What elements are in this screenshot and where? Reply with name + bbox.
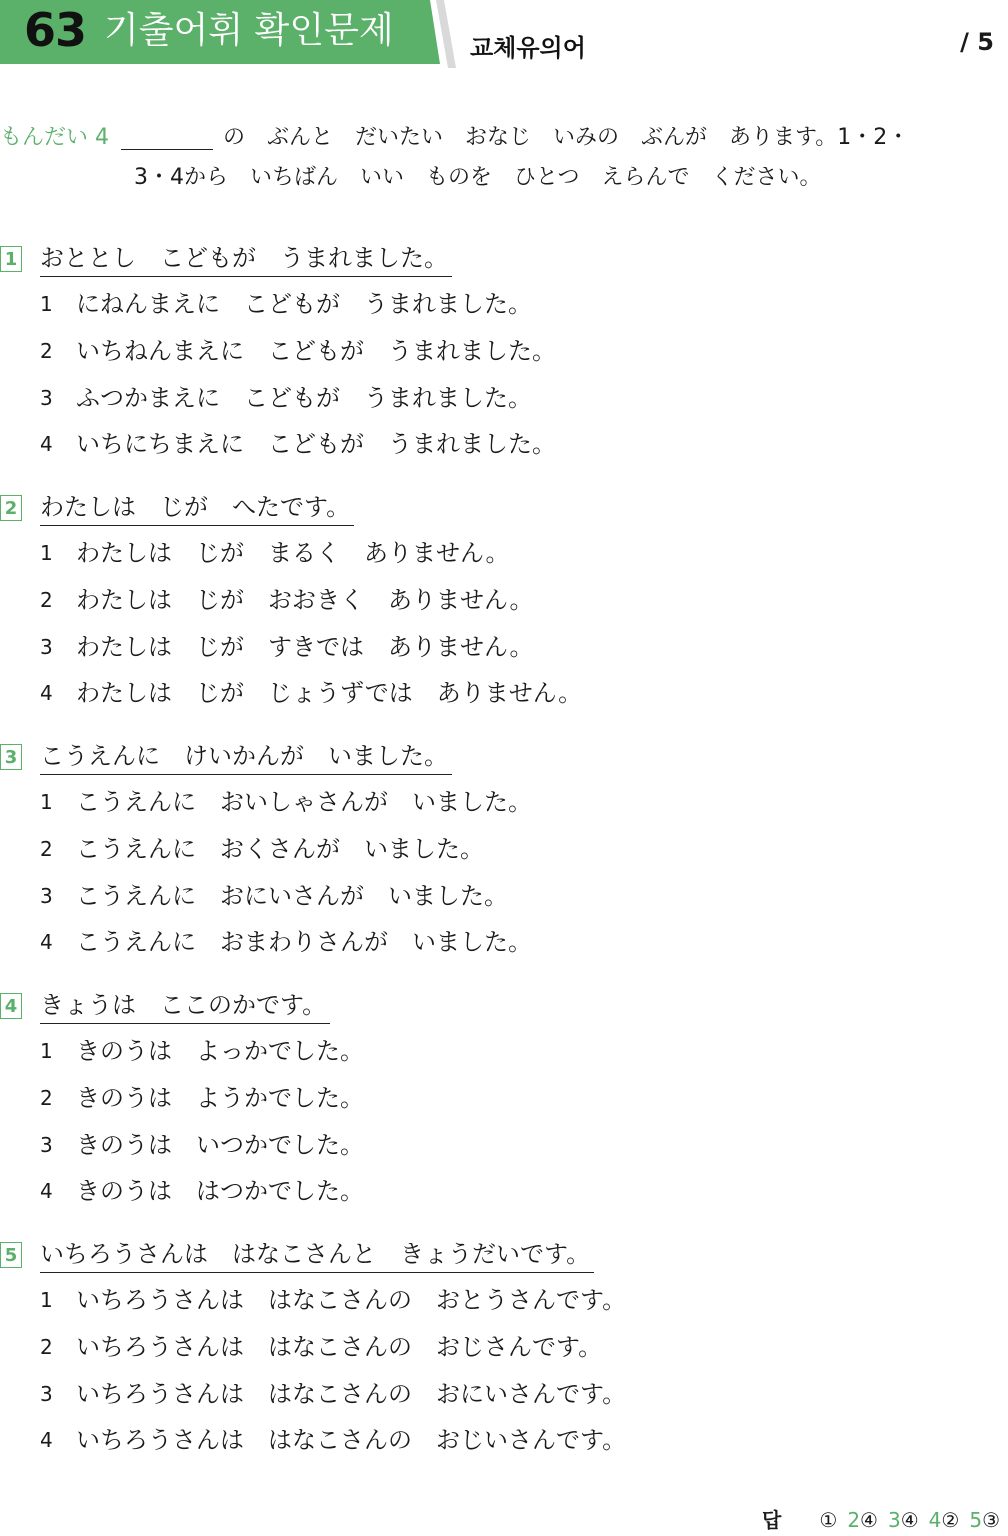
question-text: きょうは ここのかです。 bbox=[40, 989, 330, 1024]
question-number: 5 bbox=[0, 1242, 22, 1268]
option-number: 1 bbox=[40, 790, 53, 814]
question-text: こうえんに けいかんが いました。 bbox=[40, 740, 452, 775]
answer-item bbox=[969, 1508, 1000, 1532]
option-text: こうえんに おまわりさんが いました。 bbox=[76, 928, 532, 956]
option-number: 2 bbox=[40, 588, 53, 612]
score-field: / 5 bbox=[960, 28, 994, 56]
option-number: 2 bbox=[40, 1335, 53, 1359]
answer-item bbox=[819, 1508, 837, 1532]
option-3[interactable] bbox=[40, 380, 940, 416]
question-5 bbox=[0, 1238, 1008, 1478]
instruction-text-1: の ぶんと だいたい おなじ いみの ぶんが あります。1・2・ bbox=[223, 125, 910, 150]
question-text: わたしは じが へたです。 bbox=[40, 491, 354, 526]
instruction-line-2: 3・4から いちばん いい ものを ひとつ えらんで ください。 bbox=[134, 165, 822, 190]
option-text: わたしは じが すきでは ありません。 bbox=[76, 633, 534, 661]
option-number: 1 bbox=[40, 541, 53, 565]
option-number: 4 bbox=[40, 1179, 53, 1203]
option-4[interactable] bbox=[40, 675, 940, 711]
answer-item bbox=[929, 1508, 960, 1532]
chapter-title: 기출어휘 확인문제 bbox=[104, 10, 394, 51]
option-text: きのうは よっかでした。 bbox=[76, 1037, 364, 1065]
option-number: 4 bbox=[40, 681, 53, 705]
question-1 bbox=[0, 242, 1008, 482]
instruction-line-1 bbox=[0, 120, 1008, 156]
option-text: いちろうさんは はなこさんの おじさんです。 bbox=[76, 1333, 603, 1361]
option-text: わたしは じが おおきく ありません。 bbox=[76, 586, 534, 614]
option-text: いちろうさんは はなこさんの おじいさんです。 bbox=[76, 1426, 627, 1454]
option-number: 3 bbox=[40, 884, 53, 908]
option-number: 2 bbox=[40, 1086, 53, 1110]
section-subtitle: 교체유의어 bbox=[470, 34, 586, 62]
option-number: 4 bbox=[40, 1428, 53, 1452]
option-text: きのうは ようかでした。 bbox=[76, 1084, 364, 1112]
option-3[interactable] bbox=[40, 1127, 940, 1163]
option-number: 1 bbox=[40, 1288, 53, 1312]
option-number: 4 bbox=[40, 930, 53, 954]
option-text: いちろうさんは はなこさんの おとうさんです。 bbox=[76, 1286, 627, 1314]
question-3 bbox=[0, 740, 1008, 980]
option-3[interactable] bbox=[40, 1376, 940, 1412]
option-number: 1 bbox=[40, 1039, 53, 1063]
option-text: わたしは じが じょうずでは ありません。 bbox=[76, 679, 583, 707]
option-text: いちねんまえに こどもが うまれました。 bbox=[76, 337, 556, 365]
option-text: こうえんに おにいさんが いました。 bbox=[76, 882, 508, 910]
option-number: 1 bbox=[40, 292, 53, 316]
problem-label: もんだい 4 bbox=[0, 125, 109, 150]
answer-label: 답 bbox=[762, 1508, 782, 1532]
option-text: いちろうさんは はなこさんの おにいさんです。 bbox=[76, 1380, 627, 1408]
option-number: 4 bbox=[40, 432, 53, 456]
question-4 bbox=[0, 989, 1008, 1229]
option-number: 3 bbox=[40, 386, 53, 410]
question-number: 1 bbox=[0, 246, 22, 272]
answer-number: 5 bbox=[969, 1508, 983, 1532]
answer-mark: ④ bbox=[900, 1508, 919, 1532]
question-number: 3 bbox=[0, 744, 22, 770]
answer-item bbox=[847, 1508, 878, 1532]
answer-number: 2 bbox=[847, 1508, 861, 1532]
option-text: きのうは はつかでした。 bbox=[76, 1177, 364, 1205]
question-number: 2 bbox=[0, 495, 22, 521]
option-2[interactable] bbox=[40, 582, 940, 618]
option-4[interactable] bbox=[40, 426, 940, 462]
answer-number: 3 bbox=[887, 1508, 901, 1532]
answer-number: 4 bbox=[928, 1508, 942, 1532]
question-text: おととし こどもが うまれました。 bbox=[40, 242, 452, 277]
option-text: いちにちまえに こどもが うまれました。 bbox=[76, 430, 556, 458]
option-text: にねんまえに こどもが うまれました。 bbox=[76, 290, 532, 318]
option-1[interactable] bbox=[40, 784, 940, 820]
option-3[interactable] bbox=[40, 878, 940, 914]
option-text: きのうは いつかでした。 bbox=[76, 1131, 364, 1159]
option-1[interactable] bbox=[40, 1282, 940, 1318]
option-1[interactable] bbox=[40, 1033, 940, 1069]
question-text: いちろうさんは はなこさんと きょうだいです。 bbox=[40, 1238, 594, 1273]
answer-key bbox=[762, 1506, 1000, 1534]
option-number: 3 bbox=[40, 1133, 53, 1157]
answer-mark: ② bbox=[941, 1508, 960, 1532]
option-2[interactable] bbox=[40, 1329, 940, 1365]
answer-mark: ③ bbox=[982, 1508, 1000, 1532]
option-number: 2 bbox=[40, 339, 53, 363]
option-1[interactable] bbox=[40, 535, 940, 571]
option-4[interactable] bbox=[40, 1173, 940, 1209]
option-3[interactable] bbox=[40, 629, 940, 665]
option-text: こうえんに おいしゃさんが いました。 bbox=[76, 788, 532, 816]
option-number: 3 bbox=[40, 1382, 53, 1406]
question-2 bbox=[0, 491, 1008, 731]
option-number: 2 bbox=[40, 837, 53, 861]
option-1[interactable] bbox=[40, 286, 940, 322]
option-text: こうえんに おくさんが いました。 bbox=[76, 835, 484, 863]
option-2[interactable] bbox=[40, 831, 940, 867]
blank-line bbox=[121, 125, 213, 150]
option-number: 3 bbox=[40, 635, 53, 659]
option-4[interactable] bbox=[40, 924, 940, 960]
question-number: 4 bbox=[0, 993, 22, 1019]
option-2[interactable] bbox=[40, 1080, 940, 1116]
answer-mark: ① bbox=[819, 1508, 838, 1532]
option-text: わたしは じが まるく ありません。 bbox=[76, 539, 510, 567]
option-text: ふつかまえに こどもが うまれました。 bbox=[76, 384, 532, 412]
answer-item bbox=[888, 1508, 919, 1532]
option-4[interactable] bbox=[40, 1422, 940, 1458]
option-2[interactable] bbox=[40, 333, 940, 369]
chapter-number: 63 bbox=[24, 3, 87, 57]
answer-mark: ④ bbox=[860, 1508, 878, 1532]
page-header bbox=[0, 0, 1008, 68]
